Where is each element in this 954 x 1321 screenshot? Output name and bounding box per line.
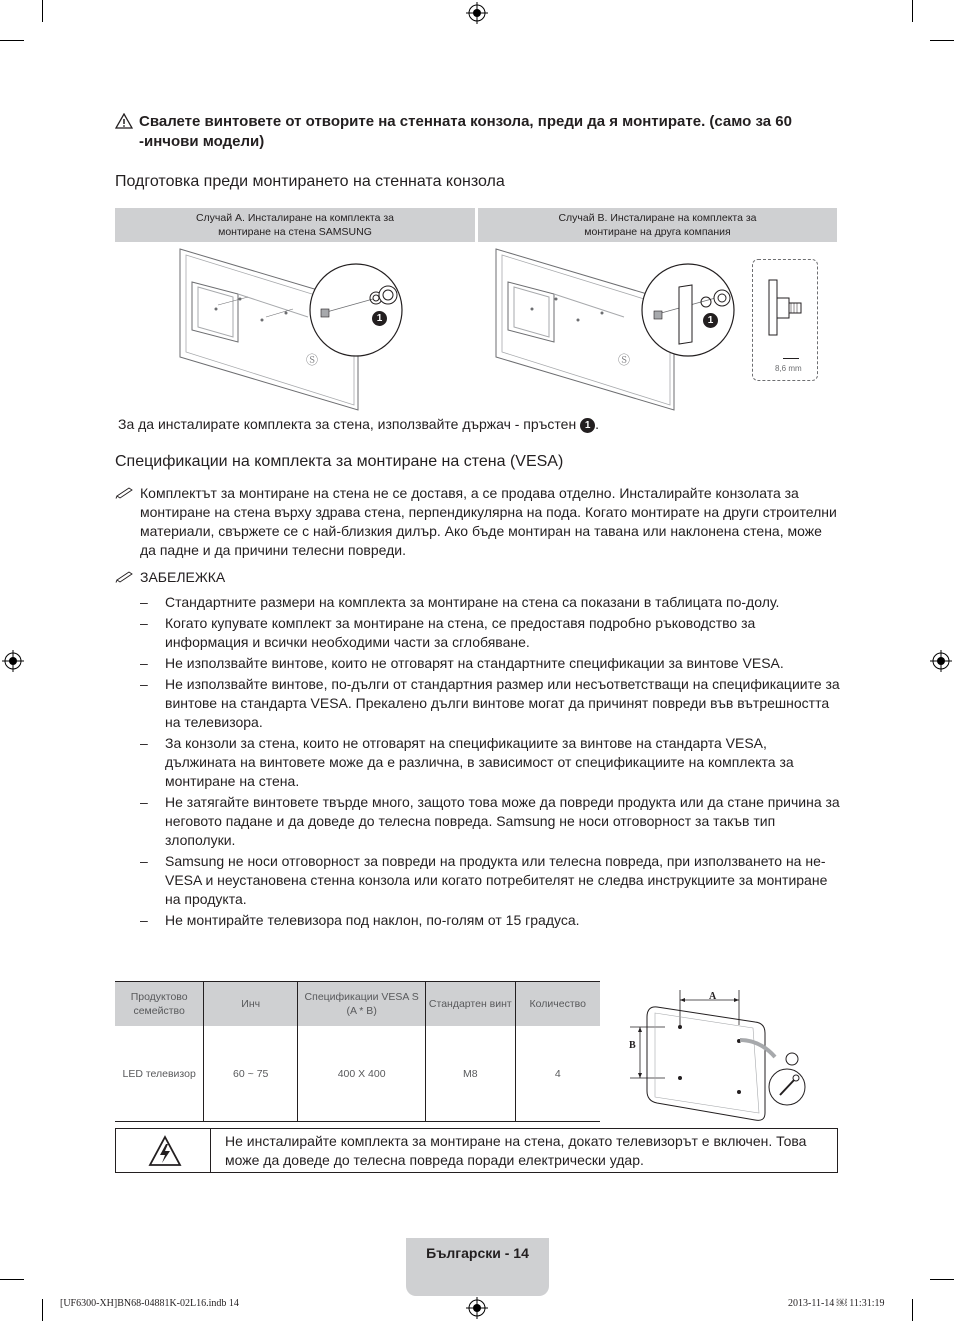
table-cell: 400 X 400 <box>298 1026 426 1122</box>
dimension-a-label: A <box>709 991 717 1002</box>
list-item-text: Не монтирайте телевизора под наклон, по-голям от 15 градуса. <box>165 912 580 928</box>
case-b-label: Случай B. Инсталиране на комплекта за монтиране на друга компания <box>478 208 837 242</box>
note-supply-text: Комплектът за монтиране на стена не се доставя, а се продава отделно. Инсталирайте конзолата за монтиране на стена върху здрава стена, перпендикулярна на пода. Когато монтирате на други строителни материали, свържете се с най-близкия дилър. Ако бъде монтиран на тавана или наклонена стена, може да падне и да причини телесни повреди. <box>140 485 837 558</box>
instruction-end: . <box>595 416 599 432</box>
crop-mark <box>912 0 913 22</box>
list-item-text: Не затягайте винтовете твърде много, защото това може да повреди продукта или да стане причина за неговото падане и да доведе до телесна повреда. Samsung не носи отговорност за такъв тип злополуки. <box>165 794 840 848</box>
section-heading-preparation: Подготовка преди монтирането на стенната конзола <box>115 173 505 190</box>
section-heading-vesa: Спецификации на комплекта за монтиране на стена (VESA) <box>115 453 564 470</box>
table-header: Продуктово семейство <box>115 982 204 1027</box>
note-list <box>140 593 840 932</box>
list-item <box>140 654 840 673</box>
list-dash: – <box>140 676 148 692</box>
electrical-warning-text: Не инсталирайте комплекта за монтиране на стена, докато телевизорът е включен. Това може да доведе до телесна повреда поради електрически удар. <box>225 1133 807 1168</box>
warning-divider <box>210 1129 211 1172</box>
page-number-tab <box>406 1238 549 1296</box>
electrical-warning-box <box>115 1128 838 1173</box>
table-cell: M8 <box>426 1026 515 1122</box>
list-dash: – <box>140 615 148 631</box>
dimension-arrow <box>783 358 799 359</box>
list-dash: – <box>140 655 148 671</box>
note-heading-text: ЗАБЕЛЕЖКА <box>140 569 226 585</box>
crop-mark <box>0 40 24 41</box>
list-dash: – <box>140 912 148 928</box>
list-item <box>140 614 840 652</box>
list-dash: – <box>140 735 148 751</box>
dimension-b-label: B <box>629 1040 636 1051</box>
table-header: Количество <box>515 982 600 1027</box>
page-number: Български - 14 <box>426 1245 529 1261</box>
list-dash: – <box>140 853 148 869</box>
table-header: Спецификации VESA S (A * B) <box>298 982 426 1027</box>
list-item <box>140 734 840 791</box>
marker-1: 1 <box>580 418 595 433</box>
dimension-label: 8,6 mm <box>775 364 802 373</box>
top-warning <box>115 112 840 152</box>
svg-text:Ⓢ: Ⓢ <box>306 353 319 367</box>
list-item-text: Не използвайте винтове, които не отговарят на стандартните спецификации за винтове VESA. <box>165 655 784 671</box>
registration-mark-icon <box>466 1297 488 1319</box>
pencil-note-icon <box>115 569 135 583</box>
table-header-row <box>115 982 600 1027</box>
table-header: Стандартен винт <box>426 982 515 1027</box>
table-cell: 60 ~ 75 <box>204 1026 298 1122</box>
footer-timestamp: 2013-11-14 ￼ 11:31:19 <box>788 1298 885 1309</box>
registration-mark-icon <box>2 650 24 672</box>
footer-file-info: [UF6300-XH]BN68-04881K-02L16.indb 14 <box>60 1298 239 1309</box>
registration-mark-icon <box>466 2 488 24</box>
list-dash: – <box>140 594 148 610</box>
dimension-inset <box>752 259 818 381</box>
list-item-text: Не използвайте винтове, по-дълги от стандартния размер или несъответстващи на спецификациите за винтове на стандарта VESA. Прекалено дълги винтове могат да причинят повреди във вътрешността на телевизора. <box>165 676 840 730</box>
note-supply <box>115 484 840 560</box>
list-item <box>140 852 840 909</box>
list-item-text: Когато купувате комплект за монтиране на стена, се предоставя подробно ръководство за информация и всички необходими части за сглобяване. <box>165 615 756 650</box>
list-dash: – <box>140 794 148 810</box>
list-item-text: За конзоли за стена, които не отговарят на спецификациите за винтове на стандарта VESA, дължината на винтовете може да е различна, в зависимост от спецификациите на комплекта за монтиране на стена. <box>165 735 794 789</box>
case-b-marker <box>703 312 718 330</box>
vesa-dimension-diagram <box>625 985 825 1125</box>
crop-mark <box>912 1299 913 1321</box>
list-item <box>140 593 840 612</box>
crop-mark <box>0 1279 24 1280</box>
case-a-marker <box>372 310 387 328</box>
vesa-spec-table <box>115 981 600 1122</box>
case-a-label: Случай A. Инсталиране на комплекта за монтиране на стена SAMSUNG <box>115 208 475 242</box>
list-item-text: Samsung не носи отговорност за повреди на продукта или телесна повреда, при използването на не-VESA и неустановена стенна конзола или когато потребителят не следва инструкциите за монтиране на продукта. <box>165 853 828 907</box>
list-item-text: Стандартните размери на комплекта за монтиране на стена са показани в таблицата по-долу. <box>165 594 780 610</box>
case-a-illustration <box>178 247 418 412</box>
instruction-line <box>118 416 599 433</box>
registration-mark-icon <box>930 650 952 672</box>
note-heading <box>115 568 840 587</box>
list-item <box>140 911 840 930</box>
list-item <box>140 675 840 732</box>
table-header: Инч <box>204 982 298 1027</box>
crop-mark <box>930 40 954 41</box>
table-cell: LED телевизор <box>115 1026 204 1122</box>
crop-mark <box>42 0 43 22</box>
warning-triangle-icon <box>115 113 133 129</box>
svg-text:Ⓢ: Ⓢ <box>618 353 631 367</box>
marker-1: 1 <box>372 311 387 326</box>
instruction-text: За да инсталирате комплекта за стена, използвайте държач - пръстен <box>118 416 577 432</box>
crop-mark <box>930 1279 954 1280</box>
pencil-note-icon <box>115 485 135 499</box>
spacer-detail-icon <box>761 270 811 350</box>
marker-1: 1 <box>703 313 718 328</box>
list-item <box>140 793 840 850</box>
table-cell: 4 <box>515 1026 600 1122</box>
table-row <box>115 1026 600 1122</box>
electric-shock-warning-icon <box>148 1135 182 1167</box>
top-warning-text: Свалете винтовете от отворите на стенната конзола, преди да я монтирате. (само за 60 -инчови модели) <box>139 113 792 150</box>
crop-mark <box>42 1299 43 1321</box>
